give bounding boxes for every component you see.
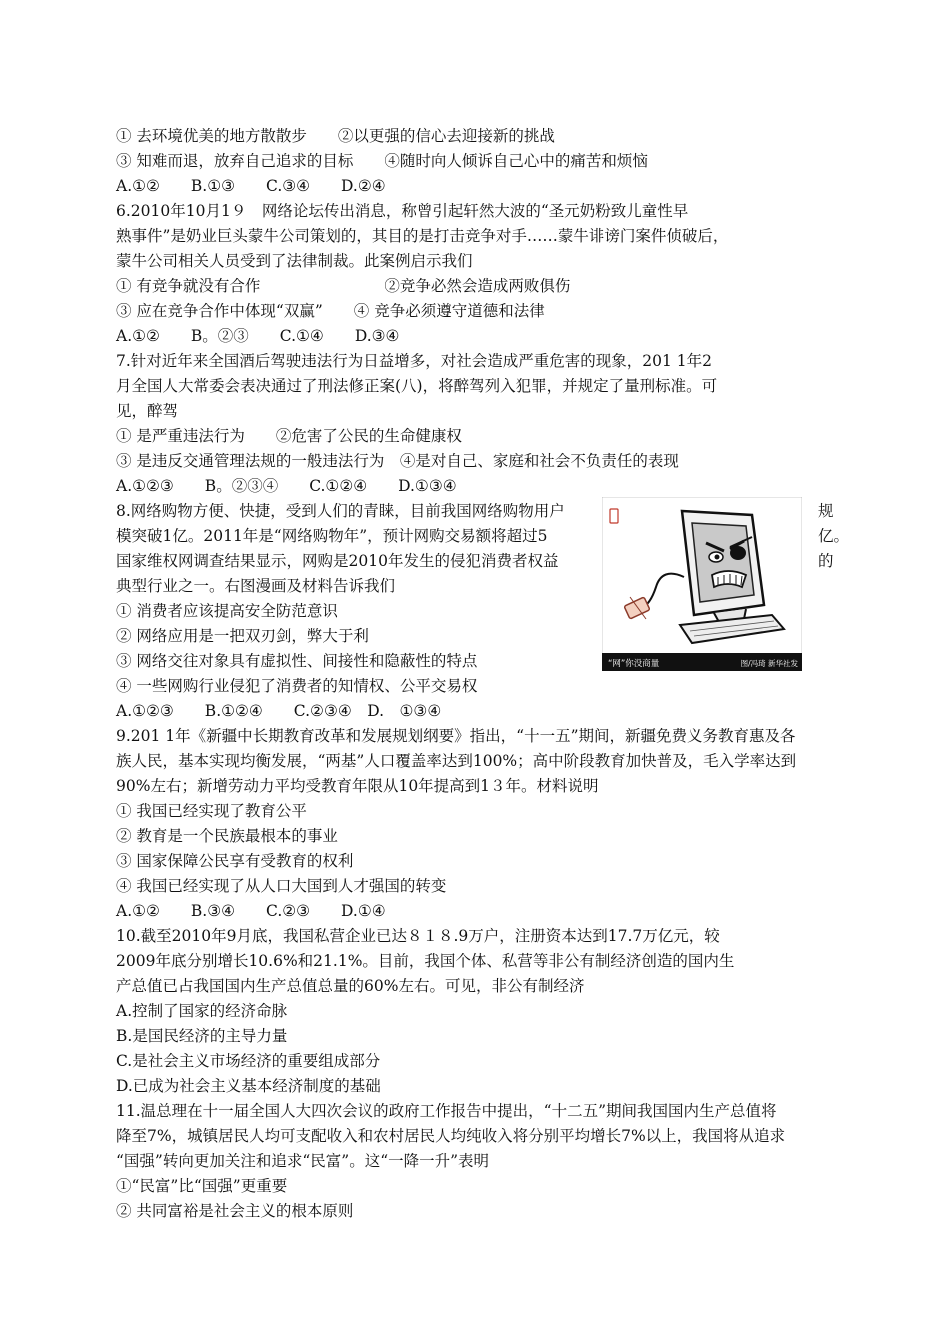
text-line: A.①②③ B。②③④ C.①②④ D.①③④: [116, 477, 457, 495]
text-line: ④ 一些网购行业侵犯了消费者的知情权、公平交易权: [116, 677, 478, 695]
text-line: ② 教育是一个民族最根本的事业: [116, 827, 338, 845]
text-line: A.①② B.③④ C.②③ D.①④: [116, 902, 386, 920]
seal-icon: [610, 509, 618, 523]
text-line: ④ 我国已经实现了从人口大国到人才强国的转变: [116, 877, 447, 895]
text-line: A.①② B。②③ C.①④ D.③④: [116, 327, 400, 345]
text-line: 月全国人大常委会表决通过了刑法修正案(八)，将醉驾列入犯罪，并规定了量刑标准。可: [116, 377, 718, 395]
text-line: ② 共同富裕是社会主义的根本原则: [116, 1202, 354, 1220]
text-line: 10.截至2010年9月底，我国私营企业已达８１８.9万户，注册资本达到17.7万亿元，较: [116, 927, 720, 945]
text-line: ①“民富”比“国强”更重要: [116, 1177, 288, 1195]
text-line: 蒙牛公司相关人员受到了法律制裁。此案例启示我们: [116, 252, 473, 270]
text-line: A.控制了国家的经济命脉: [116, 1002, 288, 1020]
text-fragment: 亿。: [818, 527, 850, 545]
text-line: 2009年底分别增长10.6%和21.1%。目前，我国个体、私营等非公有制经济创造的国内生: [116, 952, 735, 970]
text-fragment: 的: [818, 552, 834, 570]
text-line: 典型行业之一。右图漫画及材料告诉我们: [116, 577, 396, 595]
text-line: 模突破1亿。2011年是“网络购物年”，预计网购交易额将超过5: [116, 527, 548, 545]
text-line: D.已成为社会主义基本经济制度的基础: [116, 1077, 381, 1095]
text-line: 产总值已占我国国内生产总值总量的60%左右。可见，非公有制经济: [116, 977, 585, 995]
text-line: ① 我国已经实现了教育公平: [116, 802, 307, 820]
cartoon-caption: “网”你没商量: [608, 659, 660, 669]
text-line: 熟事件”是奶业巨头蒙牛公司策划的，其目的是打击竞争对手……蒙牛诽谤门案件侦破后，: [116, 227, 729, 245]
text-line: ③ 知难而退，放弃自己追求的目标 ④随时向人倾诉自己心中的痛苦和烦恼: [116, 152, 648, 170]
text-line: A.①② B.①③ C.③④ D.②④: [116, 177, 386, 195]
text-line: 见，醉驾: [116, 402, 179, 420]
text-line: ① 是严重违法行为 ②危害了公民的生命健康权: [116, 427, 462, 445]
text-line: ③ 是违反交通管理法规的一般违法行为 ④是对自己、家庭和社会不负责任的表现: [116, 452, 679, 470]
text-line: C.是社会主义市场经济的重要组成部分: [116, 1052, 381, 1070]
text-line: “国强”转向更加关注和追求“民富”。这“一降一升”表明: [116, 1152, 490, 1170]
computer-monitor-cartoon-icon: [602, 497, 802, 671]
text-line: 6.2010年10月1９ 网络论坛传出消息，称曾引起轩然大波的“圣元奶粉致儿童性早: [116, 202, 689, 220]
text-line: 9.201 1年《新疆中长期教育改革和发展规划纲要》指出，“十一五”期间，新疆免费义务教育惠及各: [116, 727, 796, 745]
text-line: ① 消费者应该提高安全防范意识: [116, 602, 338, 620]
text-line: 降至7%，城镇居民人均可支配收入和农村居民人均纯收入将分别平均增长7%以上，我国将从追求: [116, 1127, 786, 1145]
text-line: 90%左右；新增劳动力平均受教育年限从10年提高到1３年。材料说明: [116, 777, 599, 795]
text-line: B.是国民经济的主导力量: [116, 1027, 288, 1045]
text-line: 8.网络购物方便、快捷，受到人们的青睐，目前我国网络购物用户: [116, 502, 565, 520]
text-line: ③ 网络交往对象具有虚拟性、间接性和隐蔽性的特点: [116, 652, 478, 670]
text-fragment: 规: [818, 502, 834, 520]
text-line: ① 去环境优美的地方散散步 ②以更强的信心去迎接新的挑战: [116, 127, 555, 145]
text-line: 族人民，基本实现均衡发展，“两基”人口覆盖率达到100%；高中阶段教育加快普及，毛入学率达到: [116, 752, 797, 770]
text-line: 7.针对近年来全国酒后驾驶违法行为日益增多，对社会造成严重危害的现象，201 1年2: [116, 352, 713, 370]
text-line: A.①②③ B.①②④ C.②③④ D. ①③④: [116, 702, 442, 720]
text-line: ② 网络应用是一把双刃剑，弊大于利: [116, 627, 369, 645]
text-line: ① 有竞争就没有合作 ②竞争必然会造成两败俱伤: [116, 277, 571, 295]
text-line: 11.温总理在十一届全国人大四次会议的政府工作报告中提出，“十二五”期间我国国内生产总值将: [116, 1102, 777, 1120]
text-line: 国家维权网调查结果显示，网购是2010年发生的侵犯消费者权益: [116, 552, 559, 570]
text-line: ③ 国家保障公民享有受教育的权利: [116, 852, 354, 870]
text-line: ③ 应在竞争合作中体现“双赢” ④ 竞争必须遵守道德和法律: [116, 302, 545, 320]
cartoon-credit: 图/冯琦 新华社发: [740, 659, 798, 668]
